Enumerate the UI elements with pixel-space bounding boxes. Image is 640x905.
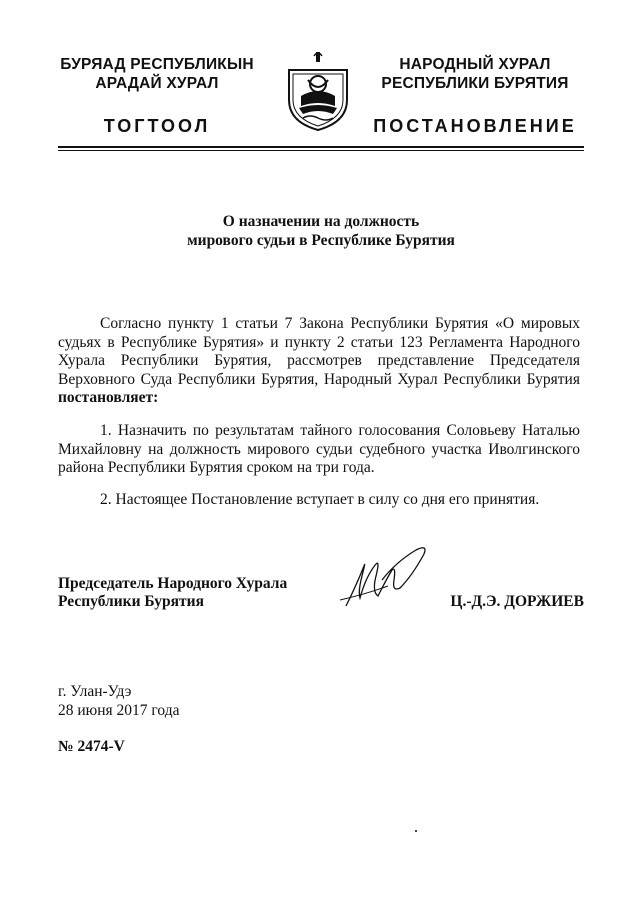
footer-place-date	[58, 683, 358, 720]
signatory-title-line2: Республики Бурятия	[58, 593, 204, 610]
signatory-title-line1: Председатель Народного Хурала	[58, 575, 288, 592]
header-divider-thin	[58, 150, 584, 151]
footer-date: 28 июня 2017 года	[58, 701, 180, 719]
item-1-paragraph: 1. Назначить по результатам тайного голосования Соловьеву Наталью Михайловну на должность мирового судьи судебного участка Иволгинского района Республики Бурятия сроком на три года.	[58, 422, 580, 477]
signatory-title	[58, 575, 358, 611]
scan-speck	[415, 830, 417, 832]
header-left-doc-type: ТОГТООЛ	[103, 116, 211, 136]
item-2-paragraph: 2. Настоящее Постановление вступает в силу со дня его принятия.	[100, 491, 540, 508]
preamble-paragraph	[58, 315, 580, 408]
title-line1: О назначении на должность	[222, 213, 420, 230]
document-title	[58, 212, 584, 250]
header-right-line2: РЕСПУБЛИКИ БУРЯТИЯ	[381, 75, 569, 92]
header-right-doc-type: ПОСТАНОВЛЕНИЕ	[373, 116, 577, 136]
header-left-line1: БУРЯАД РЕСПУБЛИКЫН	[60, 56, 254, 73]
document-number: № 2474-V	[58, 738, 125, 755]
resolves-text: постановляет:	[58, 389, 159, 407]
coat-of-arms-icon	[283, 50, 353, 132]
footer-city: г. Улан-Удэ	[58, 683, 132, 700]
header-left-name	[52, 55, 262, 93]
title-line2: мирового судьи в Республике Бурятия	[187, 232, 455, 249]
preamble-text: Согласно пункту 1 статьи 7 Закона Республики Бурятия «О мировых судьях в Республике Бурятия» и пункту 2 статьи 123 Регламента Народного Хурала Республики Бурятия, рассмотрев представление Председателя Верховного Суда Республики Бурятия, Народный Хурал Республики Бурятия	[58, 315, 580, 388]
header-left-line2: АРАДАЙ ХУРАЛ	[95, 75, 219, 92]
signatory-name: Ц.-Д.Э. ДОРЖИЕВ	[450, 593, 584, 610]
header-divider-thick	[58, 146, 584, 148]
header-right-line1: НАРОДНЫЙ ХУРАЛ	[399, 56, 551, 73]
header-right-name	[370, 55, 580, 93]
